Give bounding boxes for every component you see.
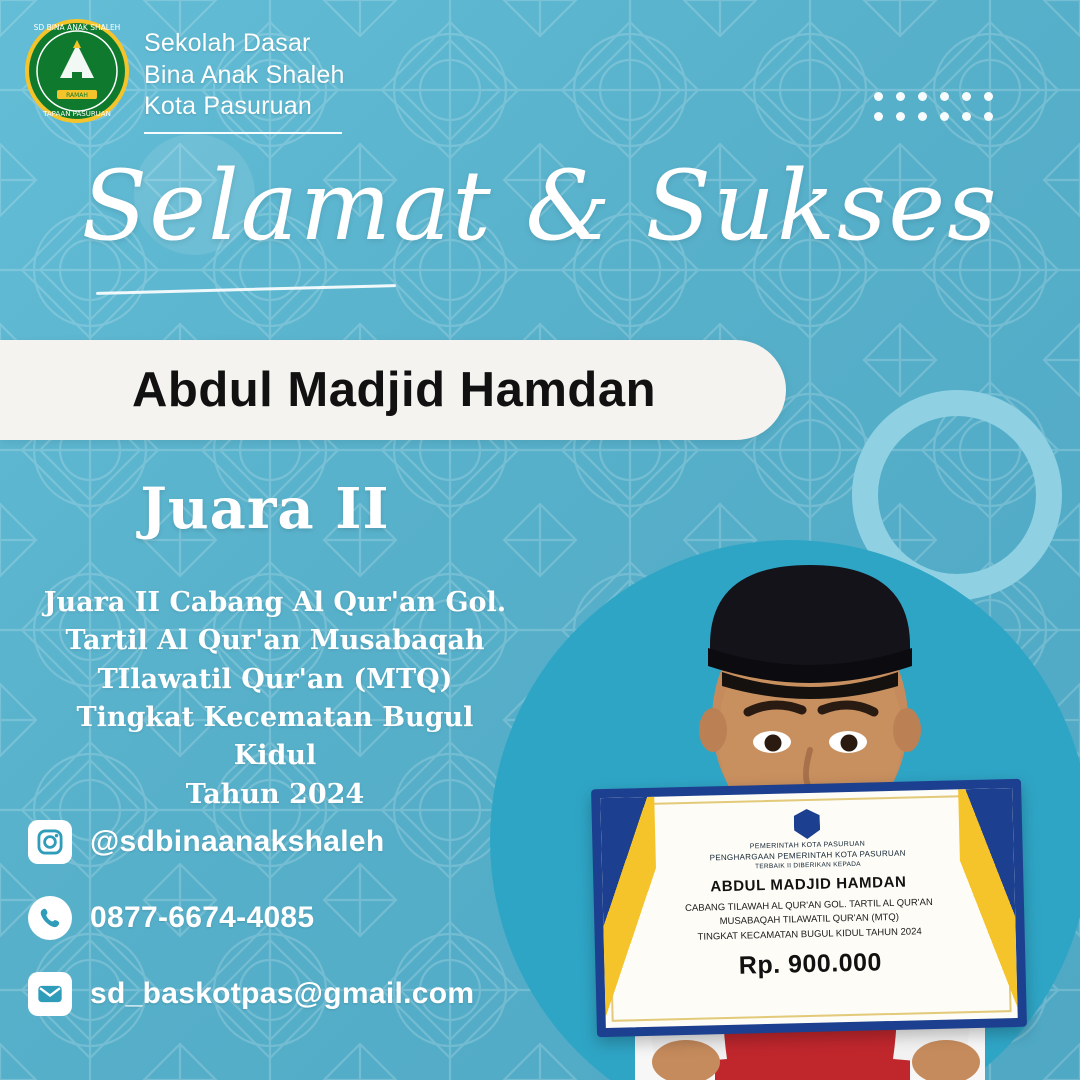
winner-name: Abdul Madjid Hamdan: [132, 363, 656, 417]
contact-phone[interactable]: [28, 896, 474, 940]
certificate: [591, 779, 1027, 1037]
contact-email[interactable]: [28, 972, 474, 1016]
winner-name-banner: [0, 340, 786, 440]
certificate-header-3: TERBAIK II DIBERIKAN KEPADA: [754, 860, 861, 871]
certificate-ribbon-right: [958, 788, 1018, 1019]
svg-text:SD BINA ANAK SHALEH: SD BINA ANAK SHALEH: [33, 23, 121, 32]
certificate-body-line-1: CABANG TILAWAH AL QUR'AN GOL. TARTIL AL QUR'AN: [684, 896, 933, 915]
award-description-line-3: TIlawatil Qur'an (MTQ): [97, 663, 453, 695]
certificate-amount: Rp. 900.000: [738, 947, 883, 980]
contact-instagram[interactable]: [28, 820, 474, 864]
svg-text:TAPAAN PASURUAN: TAPAAN PASURUAN: [43, 110, 111, 118]
school-name-line-3: Kota Pasuruan: [144, 92, 312, 120]
certificate-ribbon-left: [600, 797, 660, 1028]
school-crest-logo: [24, 18, 130, 124]
contact-instagram-value: @sdbinaanakshaleh: [90, 825, 385, 858]
dot-grid-decoration: [874, 92, 1006, 132]
certificate-inner: [606, 794, 1011, 1022]
certificate-body-line-2: MUSABAQAH TILAWATIL QUR'AN (MTQ): [719, 912, 900, 928]
school-name-line-2: Bina Anak Shaleh: [144, 60, 345, 89]
brand-header: [24, 18, 345, 134]
school-name: [144, 18, 345, 123]
award-description-line-4: Tingkat Kecematan Bugul Kidul: [76, 701, 474, 772]
award-description-line-5: Tahun 2024: [185, 778, 365, 810]
school-name-line-1: Sekolah Dasar: [144, 29, 311, 57]
photo-area: [460, 390, 1080, 1080]
email-icon: [28, 972, 72, 1016]
certificate-header-1: PEMERINTAH KOTA PASURUAN: [749, 840, 866, 851]
svg-text:RAMAH: RAMAH: [66, 92, 88, 99]
certificate-seal-icon: [794, 809, 821, 840]
certificate-name: ABDUL MADJID HAMDAN: [710, 873, 907, 896]
certificate-header-2: PENGHARGAAN PEMERINTAH KOTA PASURUAN: [709, 848, 906, 863]
award-title: Juara II: [140, 476, 390, 542]
contact-list: [28, 820, 474, 1016]
phone-icon: [28, 896, 72, 940]
contact-phone-value: 0877-6674-4085: [90, 901, 315, 934]
award-description: [40, 584, 510, 814]
instagram-icon: [28, 820, 72, 864]
award-description-line-2: Tartil Al Qur'an Musabaqah: [65, 625, 485, 657]
header-divider: [144, 132, 342, 134]
award-description-line-1: Juara II Cabang Al Qur'an Gol.: [43, 587, 507, 618]
certificate-body-line-3: TINGKAT KECAMATAN BUGUL KIDUL TAHUN 2024: [697, 925, 922, 943]
contact-email-value: sd_baskotpas@gmail.com: [90, 977, 475, 1010]
headline-text: Selamat & Sukses: [81, 150, 999, 262]
certificate-body: [659, 895, 960, 945]
